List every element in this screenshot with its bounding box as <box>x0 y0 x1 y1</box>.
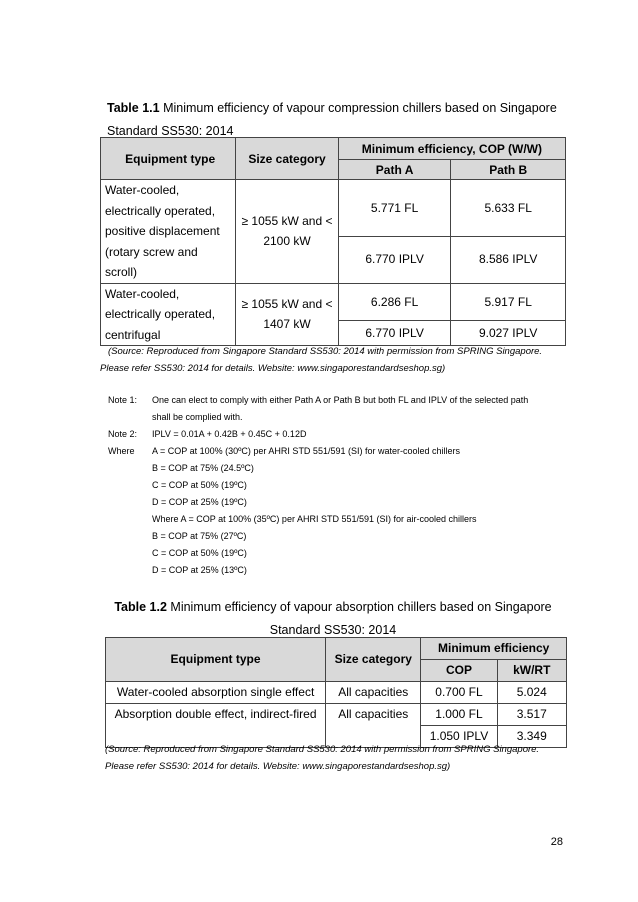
source-text: Please refer SS530: 2014 for details. Website: www.singaporestandardseshop.sg) <box>100 363 446 374</box>
col-header-path-b: Path B <box>451 160 566 180</box>
cop-cell: 1.050 IPLV <box>421 726 497 748</box>
cell-text: Water-cooled, <box>105 286 180 301</box>
path-a-cell: 5.771 FL <box>338 180 451 237</box>
cell-text: ≥ 1055 kW and < <box>241 296 333 311</box>
source-text: (Source: Reproduced from Singapore Standard SS530: 2014 with permission from SPRING Singapore. <box>105 744 540 755</box>
kwrt-cell: 3.349 <box>497 726 566 748</box>
note-text: C = COP at 50% (19ºC) <box>152 548 247 558</box>
path-b-cell: 5.917 FL <box>451 283 566 321</box>
cell-text: ≥ 1055 kW and < <box>241 213 333 228</box>
table2-caption <box>100 596 566 642</box>
table-row <box>106 704 567 726</box>
note-text: B = COP at 75% (27ºC) <box>152 531 247 541</box>
path-a-cell: 6.770 IPLV <box>338 236 451 283</box>
col-header-cop: COP <box>421 660 497 682</box>
table2-caption-label: Table 1.2 <box>114 600 167 614</box>
note-text: D = COP at 25% (13ºC) <box>152 565 247 575</box>
note-text: B = COP at 75% (24.5ºC) <box>152 463 254 473</box>
col-header-equipment-type: Equipment type <box>106 638 326 682</box>
col-header-min-efficiency: Minimum efficiency, COP (W/W) <box>338 138 565 160</box>
size-category-cell: All capacities <box>326 682 421 704</box>
note-tag: Where <box>108 446 135 456</box>
size-category-cell: All capacities <box>326 704 421 748</box>
note-text: C = COP at 50% (19ºC) <box>152 480 247 490</box>
cell-text: (rotary screw and <box>105 244 198 259</box>
table-row <box>101 283 566 321</box>
source-text: Please refer SS530: 2014 for details. Website: www.singaporestandardseshop.sg) <box>105 761 451 772</box>
note-text: A = COP at 100% (30ºC) per AHRI STD 551/591 (SI) for water-cooled chillers <box>152 446 461 456</box>
note-tag: Note 2: <box>108 429 138 439</box>
path-a-cell: 6.286 FL <box>338 283 451 321</box>
table-compression-chillers <box>100 137 566 346</box>
cell-text: electrically operated, <box>105 307 216 321</box>
col-header-path-a: Path A <box>338 160 451 180</box>
equipment-type-cell <box>101 180 236 284</box>
cell-text: 1407 kW <box>263 317 311 332</box>
cell-text: scroll) <box>105 265 137 279</box>
note-text: Where A = COP at 100% (35ºC) per AHRI STD 551/591 (SI) for air-cooled chillers <box>152 514 477 524</box>
page-number: 28 <box>550 836 563 848</box>
table-absorption-chillers <box>105 637 567 748</box>
col-header-equipment-type: Equipment type <box>101 138 236 180</box>
note-1 <box>108 392 578 409</box>
cell-text: positive displacement <box>105 224 220 238</box>
table2-caption-text: Minimum efficiency of vapour absorption chillers based on Singapore <box>170 600 552 614</box>
note-text: One can elect to comply with either Path A or Path B but both FL and IPLV of the selected path <box>152 395 529 405</box>
note-text: IPLV = 0.01A + 0.42B + 0.45C + 0.12D <box>152 429 307 439</box>
cell-text: centrifugal <box>105 327 161 342</box>
source-text: (Source: Reproduced from Singapore Standard SS530: 2014 with permission from SPRING Singapore. <box>108 346 543 357</box>
col-header-min-efficiency: Minimum efficiency <box>421 638 567 660</box>
col-header-size-category: Size category <box>326 638 421 682</box>
equipment-type-cell <box>101 283 236 346</box>
table-row <box>101 180 566 237</box>
col-header-size-category: Size category <box>236 138 339 180</box>
cell-text: electrically operated, <box>105 203 216 218</box>
size-category-cell <box>236 180 339 284</box>
table1-caption-text: Minimum efficiency of vapour compression chillers based on Singapore <box>163 101 557 115</box>
path-b-cell: 8.586 IPLV <box>451 236 566 283</box>
table2-source <box>105 741 575 775</box>
col-header-kwrt: kW/RT <box>497 660 566 682</box>
cell-text: Water-cooled, <box>105 183 180 197</box>
kwrt-cell: 3.517 <box>497 704 566 726</box>
path-b-cell: 5.633 FL <box>451 180 566 237</box>
note-2 <box>108 426 578 443</box>
note-text-cont: shall be complied with. <box>152 412 243 422</box>
cop-cell: 1.000 FL <box>421 704 497 726</box>
note-text: D = COP at 25% (19ºC) <box>152 497 247 507</box>
table-row <box>106 682 567 704</box>
path-a-cell: 6.770 IPLV <box>338 321 451 346</box>
equipment-type-cell: Absorption double effect, indirect-fired <box>106 704 326 748</box>
size-category-cell <box>236 283 339 346</box>
note-tag: Note 1: <box>108 395 138 405</box>
table1-caption-text-2: Standard SS530: 2014 <box>107 124 234 138</box>
cell-text: 2100 kW <box>263 234 311 249</box>
equipment-type-cell: Water-cooled absorption single effect <box>106 682 326 704</box>
path-b-cell: 9.027 IPLV <box>451 321 566 346</box>
note-where <box>108 443 578 460</box>
table2-caption-text-2: Standard SS530: 2014 <box>269 623 397 637</box>
cop-cell: 0.700 FL <box>421 682 497 704</box>
notes-block <box>108 392 578 579</box>
table1-source <box>100 343 578 377</box>
table1-caption-label: Table 1.1 <box>107 101 160 115</box>
kwrt-cell: 5.024 <box>497 682 566 704</box>
